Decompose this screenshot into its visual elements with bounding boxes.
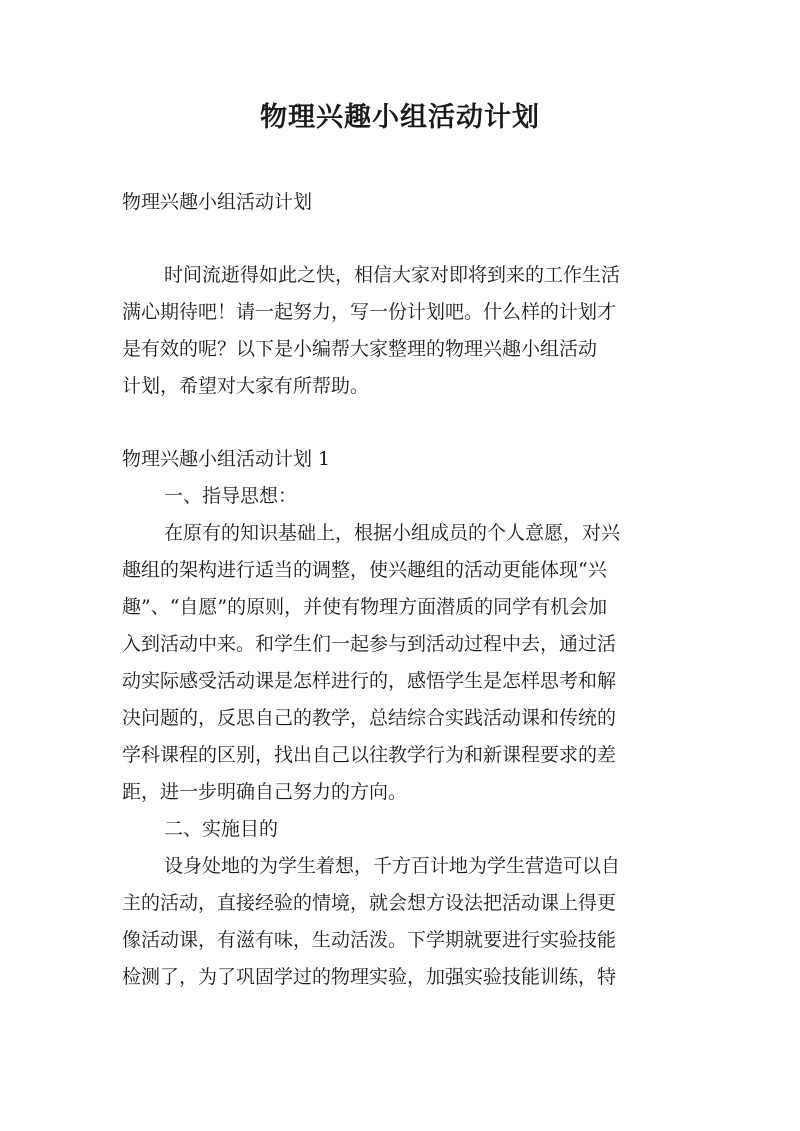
document-subtitle: 物理兴趣小组活动计划 bbox=[122, 191, 313, 213]
spacer bbox=[122, 221, 682, 257]
purpose-paragraph bbox=[122, 848, 682, 996]
paragraph-line: 计划，希望对大家有所帮助。 bbox=[122, 375, 370, 397]
plan-heading: 物理兴趣小组活动计划 1 bbox=[122, 448, 331, 470]
paragraph-line: 距，进一步明确自己努力的方向。 bbox=[122, 781, 408, 803]
paragraph-line: 时间流逝得如此之快，相信大家对即将到来的工作生活 bbox=[164, 264, 621, 286]
paragraph-line: 检测了，为了巩固学过的物理实验，加强实验技能训练，特 bbox=[122, 966, 617, 988]
paragraph-line: 是有效的呢？以下是小编帮大家整理的物理兴趣小组活动 bbox=[122, 338, 598, 360]
paragraph-line: 满心期待吧！请一起努力，写一份计划吧。什么样的计划才 bbox=[122, 301, 617, 323]
paragraph-line: 趣组的架构进行适当的调整，使兴趣组的活动更能体现“兴 bbox=[122, 559, 607, 581]
paragraph-line: 入到活动中来。和学生们一起参与到活动过程中去，通过活 bbox=[122, 633, 617, 655]
intro-paragraph bbox=[122, 257, 682, 405]
paragraph-line: 主的活动，直接经验的情境，就会想方设法把活动课上得更 bbox=[122, 892, 617, 914]
paragraph-line: 趣”、“自愿”的原则，并使有物理方面潜质的同学有机会加 bbox=[122, 596, 608, 618]
section-heading: 一、指导思想： bbox=[164, 485, 298, 507]
paragraph-line: 像活动课，有滋有味，生动活泼。下学期就要进行实验技能 bbox=[122, 929, 617, 951]
spacer bbox=[122, 405, 682, 441]
document-body bbox=[122, 184, 682, 996]
paragraph-line: 设身处地的为学生着想，千方百计地为学生营造可以自 bbox=[164, 855, 621, 877]
paragraph-line: 动实际感受活动课是怎样进行的，感悟学生是怎样思考和解 bbox=[122, 670, 617, 692]
guiding-thought-paragraph bbox=[122, 515, 682, 811]
paragraph-line: 决问题的，反思自己的教学，总结综合实践活动课和传统的 bbox=[122, 707, 617, 729]
paragraph-line: 学科课程的区别，找出自己以往教学行为和新课程要求的差 bbox=[122, 744, 617, 766]
paragraph-line: 在原有的知识基础上，根据小组成员的个人意愿，对兴 bbox=[164, 522, 621, 544]
document-title: 物理兴趣小组活动计划 bbox=[260, 102, 540, 133]
section-heading: 二、实施目的 bbox=[164, 818, 279, 840]
